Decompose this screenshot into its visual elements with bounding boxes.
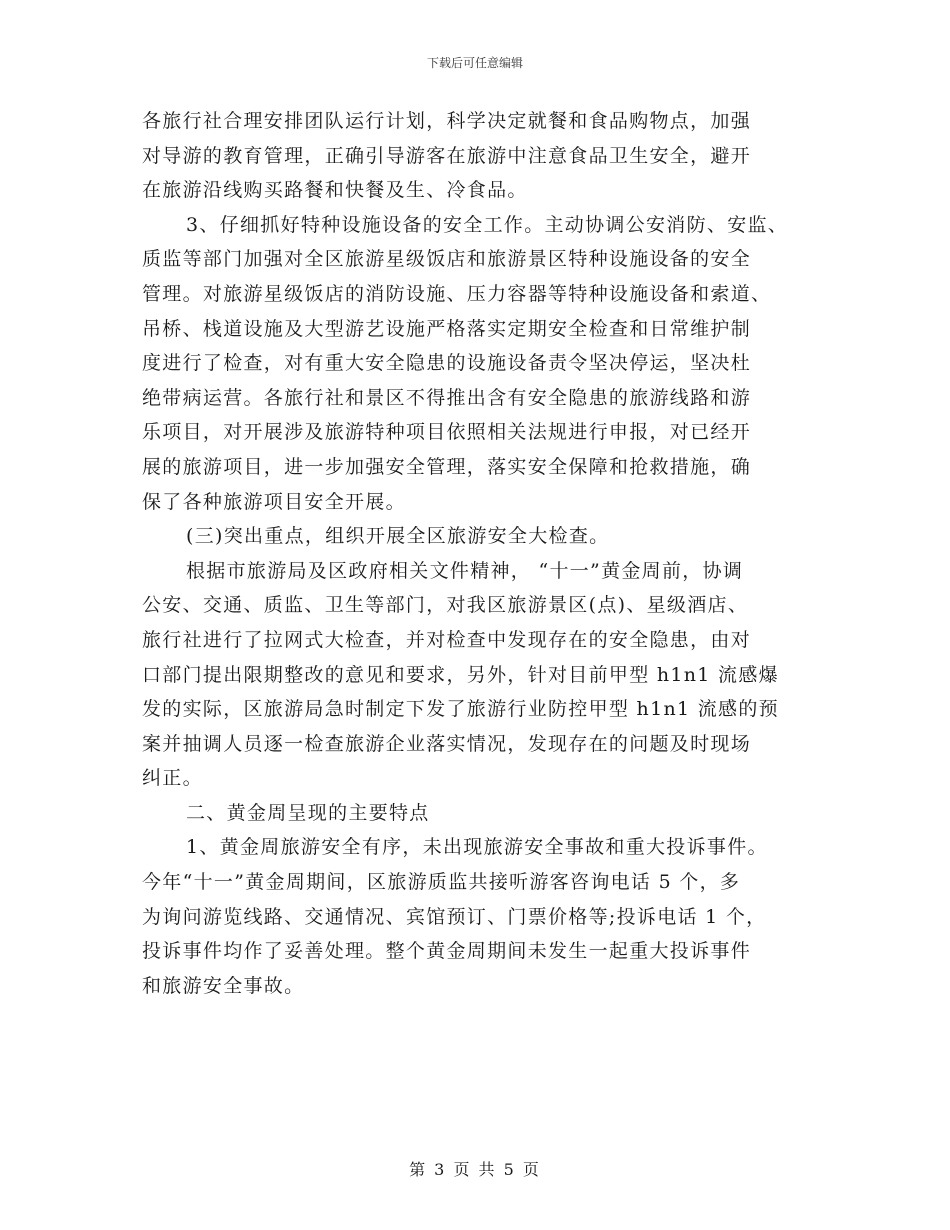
text-line: 口部门提出限期整改的意见和要求，另外，针对目前甲型 h1n1 流感爆 (142, 663, 779, 686)
page-header: 下载后可任意编辑 (426, 56, 523, 70)
text-line: 乐项目，对开展涉及旅游特种项目依照相关法规进行申报，对已经开 (142, 421, 752, 444)
text-line: 3、仔细抓好特种设施设备的安全工作。主动协调公安消防、安监、 (186, 213, 789, 236)
text-line: (三)突出重点，组织开展全区旅游安全大检查。 (186, 525, 610, 548)
page-footer: 第 3 页 共 5 页 (409, 1160, 541, 1179)
text-line: 吊桥、栈道设施及大型游艺设施严格落实定期安全检查和日常维护制 (142, 317, 752, 340)
text-line: 旅行社进行了拉网式大检查，并对检查中发现存在的安全隐患，由对 (142, 628, 752, 651)
text-line: 质监等部门加强对全区旅游星级饭店和旅游景区特种设施设备的安全 (142, 248, 752, 271)
text-line: 度进行了检查，对有重大安全隐患的设施设备责令坚决停运，坚决杜 (142, 352, 752, 375)
document-body (142, 104, 822, 1003)
text-line: 二、黄金周呈现的主要特点 (186, 801, 430, 824)
text-line: 纠正。 (142, 767, 203, 790)
text-line: 发的实际，区旅游局急时制定下发了旅游行业防控甲型 h1n1 流感的预 (142, 698, 779, 721)
text-line: 各旅行社合理安排团队运行计划，科学决定就餐和食品购物点，加强 (142, 110, 752, 132)
text-line: 绝带病运营。各旅行社和景区不得推出含有安全隐患的旅游线路和游 (142, 386, 752, 409)
text-line: 管理。对旅游星级饭店的消防设施、压力容器等特种设施设备和索道、 (142, 282, 772, 305)
text-line: 在旅游沿线购买路餐和快餐及生、冷食品。 (142, 179, 528, 202)
text-line: 案并抽调人员逐一检查旅游企业落实情况，发现存在的问题及时现场 (142, 732, 752, 755)
text-line: 公安、交通、质监、卫生等部门，对我区旅游景区(点)、星级酒店、 (142, 594, 749, 617)
text-line: 和旅游安全事故。 (142, 974, 305, 997)
text-line: 保了各种旅游项目安全开展。 (142, 490, 406, 513)
text-line: 对导游的教育管理，正确引导游客在旅游中注意食品卫生安全，避开 (142, 144, 752, 167)
text-line: 展的旅游项目，进一步加强安全管理，落实安全保障和抢救措施，确 (142, 455, 752, 478)
text-line: 根据市旅游局及区政府相关文件精神， “十一”黄金周前，协调 (186, 559, 744, 582)
text-line: 1、黄金周旅游安全有序，未出现旅游安全事故和重大投诉事件。 (186, 836, 768, 859)
text-line: 投诉事件均作了妥善处理。整个黄金周期间未发生一起重大投诉事件 (142, 940, 752, 963)
text-line: 今年“十一”黄金周期间，区旅游质监共接听游客咨询电话 5 个，多 (142, 871, 741, 894)
text-line: 为询问游览线路、交通情况、宾馆预订、门票价格等;投诉电话 1 个， (142, 905, 767, 928)
